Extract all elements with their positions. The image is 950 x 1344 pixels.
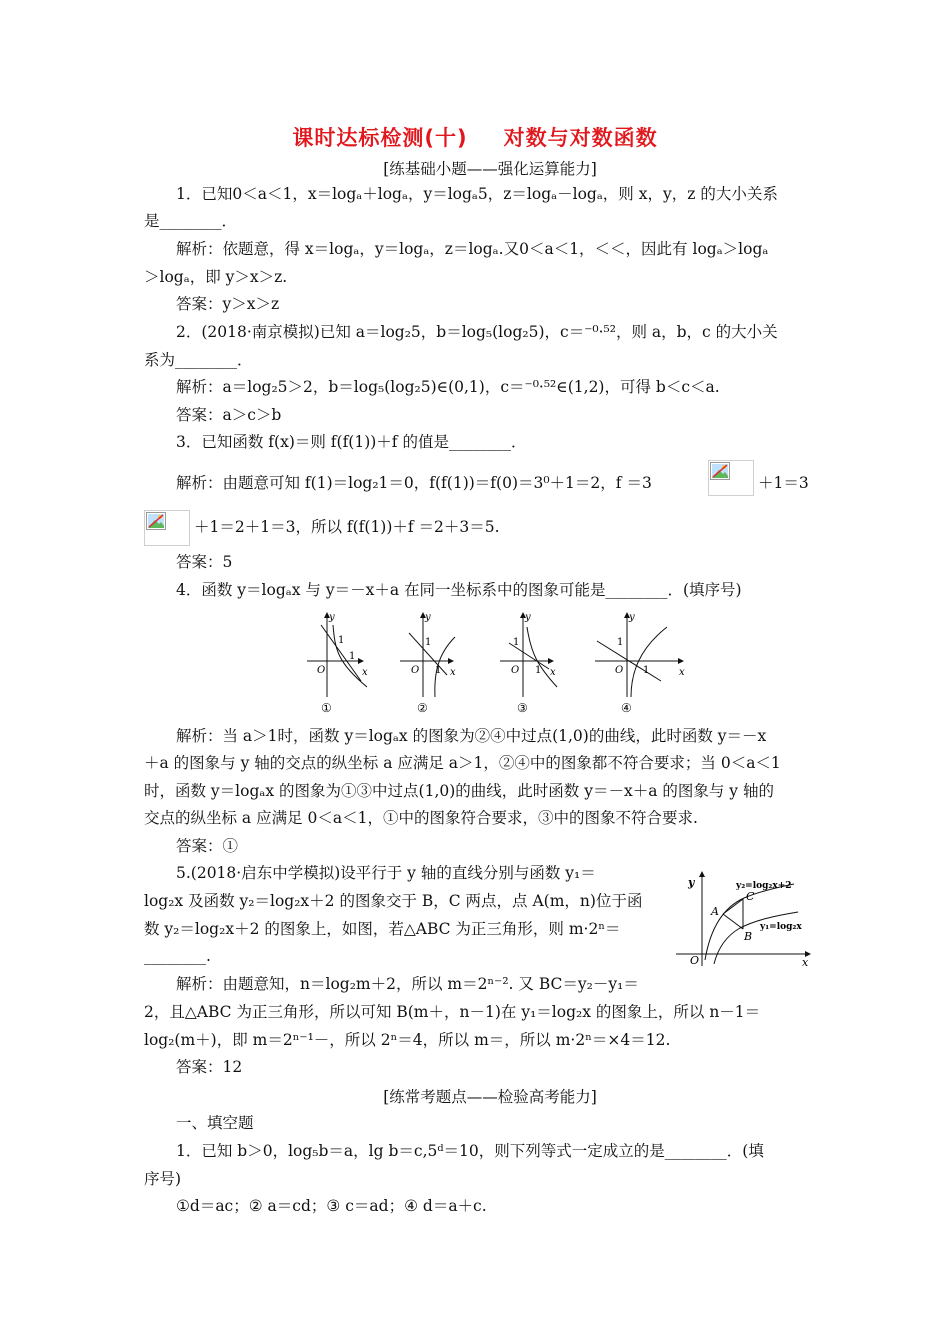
tick-one-label: 1 xyxy=(617,637,624,648)
axis-y-label: y xyxy=(688,876,695,889)
q1-text-2: 是________． xyxy=(144,212,238,230)
tick-one-label: 1 xyxy=(435,665,442,676)
q4-text-1: 4．函数 y＝logₐx 与 y＝－x＋a 在同一坐标系中的图象可能是________．(填序号) xyxy=(176,581,742,599)
q5-text-3: 数 y₂＝log₂x＋2 的图象上，如图，若△ABC 为正三角形，则 m·2ⁿ＝ xyxy=(144,920,621,938)
q3-text-1: 3．已知函数 f(x)＝则 f(f(1))＋f 的值是________． xyxy=(176,433,527,451)
axis-y-label: y xyxy=(329,612,335,623)
q3-solution-1a: 解析：由题意可知 f(1)＝log₂1＝0，f(f(1))＝f(0)＝3⁰＋1＝2，f ＝3 xyxy=(176,474,652,492)
tick-one-label: 1 xyxy=(643,665,650,676)
q5-answer: 答案：12 xyxy=(176,1058,243,1076)
point-c-label: C xyxy=(746,890,755,903)
p2q1-text-1: 1．已知 b＞0，log₅b＝a，lg b＝c,5ᵈ＝10，则下列等式一定成立的是________．(填 xyxy=(176,1142,764,1160)
axis-x-label: x xyxy=(450,667,456,678)
curve-y2-label: y₂=log₂x+2 xyxy=(736,881,792,891)
q1-solution-1: 解析：依题意，得 x＝logₐ，y＝logₐ，z＝logₐ.又0＜a＜1，＜＜，因此有 logₐ＞logₐ xyxy=(176,240,769,258)
origin-label: O xyxy=(317,665,326,676)
q1-text-1: 1．已知0＜a＜1，x＝logₐ＋logₐ，y＝logₐ5，z＝logₐ－logₐ，则 x，y，z 的大小关系 xyxy=(176,185,778,203)
axis-y-label: y xyxy=(525,612,531,623)
axis-y-label: y xyxy=(425,612,431,623)
q2-answer: 答案：a＞c＞b xyxy=(176,406,282,424)
option-label-2: ② xyxy=(417,701,428,715)
q4-solution-2: ＋a 的图象与 y 轴的交点的纵坐标 a 应满足 a＞1，②④中的图象都不符合要求；当 0＜a＜1 xyxy=(144,754,781,772)
origin-label: O xyxy=(411,665,420,676)
q5-solution-1: 解析：由题意知，n＝log₂m＋2，所以 m＝2ⁿ⁻². 又 BC＝y₂－y₁＝ xyxy=(176,975,639,993)
point-a-label: A xyxy=(711,905,719,918)
q5-text-2: log₂x 及函数 y₂＝log₂x＋2 的图象交于 B，C 两点，点 A(m，n)位于函 xyxy=(144,892,643,910)
q1-answer: 答案：y＞x＞z xyxy=(176,295,280,313)
tick-one-label: 1 xyxy=(425,637,432,648)
q4-graph-4 xyxy=(595,612,685,715)
option-label-3: ③ xyxy=(517,701,528,715)
axis-x-label: x xyxy=(802,956,809,968)
broken-image-icon xyxy=(144,510,190,546)
q4-graph-options xyxy=(305,605,745,717)
axis-x-label: x xyxy=(550,667,556,678)
axis-x-label: x xyxy=(679,667,685,678)
title-left: 课时达标检测(十) xyxy=(292,126,468,150)
q3-solution-2: ＋1＝2＋1＝3，所以 f(f(1))＋f ＝2＋3＝5. xyxy=(194,518,500,536)
q3-solution-1b: ＋1＝3 xyxy=(758,474,809,492)
tick-one-label: 1 xyxy=(349,651,356,662)
point-b-label: B xyxy=(744,930,753,943)
q4-graph-3 xyxy=(500,612,557,715)
axis-x-label: x xyxy=(362,667,368,678)
q4-solution-1: 解析：当 a＞1时，函数 y＝logₐx 的图象为②④中过点(1,0)的曲线，此时函数 y＝－x xyxy=(176,727,767,745)
part2-heading: 一、填空题 xyxy=(176,1114,254,1132)
q5-figure xyxy=(674,868,820,968)
origin-label: O xyxy=(690,954,700,967)
option-label-1: ① xyxy=(321,701,332,715)
q3-answer: 答案：5 xyxy=(176,553,233,571)
title-right: 对数与对数函数 xyxy=(503,126,658,150)
q5-text-4: ________. xyxy=(144,947,211,965)
section-heading-exam: [练常考题点——检验高考能力] xyxy=(383,1088,597,1106)
q4-graph-2 xyxy=(400,612,456,715)
q4-graph-1 xyxy=(307,612,368,715)
broken-image-icon xyxy=(708,460,754,496)
origin-label: O xyxy=(511,665,520,676)
tick-one-label: 1 xyxy=(535,665,542,676)
q4-answer: 答案：① xyxy=(176,837,239,855)
section-heading-basic: [练基础小题——强化运算能力] xyxy=(383,160,597,178)
axis-y-label: y xyxy=(629,612,635,623)
q2-text-2: 系为________． xyxy=(144,351,253,369)
q2-text-1: 2．(2018·南京模拟)已知 a＝log₂5，b＝log₅(log₂5)，c＝⁻⁰·⁵²，则 a，b，c 的大小关 xyxy=(176,323,778,341)
q5-text-1: 5.(2018·启东中学模拟)设平行于 y 轴的直线分别与函数 y₁＝ xyxy=(176,864,596,882)
tick-one-label: 1 xyxy=(513,637,520,648)
origin-label: O xyxy=(615,665,624,676)
curve-y1-label: y₁=log₂x xyxy=(760,922,802,932)
q4-solution-4: 交点的纵坐标 a 应满足 0＜a＜1，①中的图象符合要求，③中的图象不符合要求. xyxy=(144,809,698,827)
q4-solution-3: 时，函数 y＝logₐx 的图象为①③中过点(1,0)的曲线，此时函数 y＝－x＋a 的图象与 y 轴的 xyxy=(144,782,774,800)
tick-one-label: 1 xyxy=(338,635,345,646)
q5-solution-3: log₂(m＋)，即 m＝2ⁿ⁻¹－，所以 2ⁿ＝4，所以 m＝，所以 m·2ⁿ＝×4＝12. xyxy=(144,1031,671,1049)
page-title xyxy=(0,122,950,152)
p2q1-text-2: 序号) xyxy=(144,1170,182,1188)
q1-solution-2: ＞logₐ，即 y＞x＞z. xyxy=(144,268,288,286)
option-label-4: ④ xyxy=(621,701,632,715)
q5-solution-2: 2，且△ABC 为正三角形，所以可知 B(m＋，n－1)在 y₁＝log₂x 的图象上，所以 n－1＝ xyxy=(144,1003,761,1021)
q2-solution-1: 解析：a＝log₂5＞2，b＝log₅(log₂5)∈(0,1)，c＝⁻⁰·⁵²∈(1,2)，可得 b＜c＜a. xyxy=(176,378,720,396)
p2q1-options: ①d＝ac；② a＝cd；③ c＝ad；④ d＝a＋c. xyxy=(176,1197,487,1215)
